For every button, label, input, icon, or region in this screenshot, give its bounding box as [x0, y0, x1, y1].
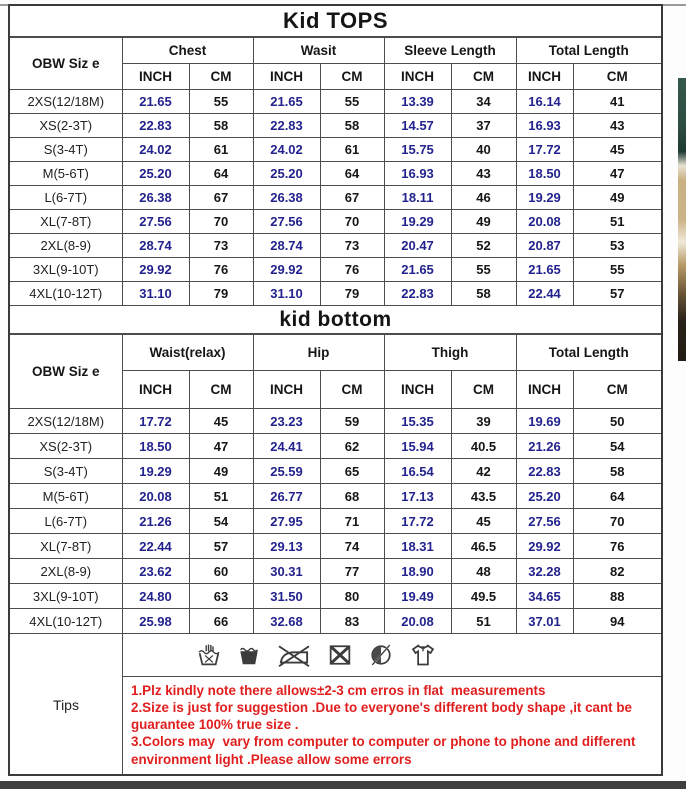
inch-value-cell: 31.10 — [122, 282, 189, 306]
hand-wash-icon — [195, 640, 223, 670]
cm-value-cell: 70 — [573, 509, 661, 534]
cm-value-cell: 42 — [451, 459, 516, 484]
bottom-edge-bar — [0, 781, 686, 789]
cm-value-cell: 79 — [189, 282, 253, 306]
inch-value-cell: 25.59 — [253, 459, 320, 484]
cm-value-cell: 57 — [189, 534, 253, 559]
inch-value-cell: 31.50 — [253, 584, 320, 609]
hip-group-header: Hip — [253, 335, 384, 371]
inch-value-cell: 27.95 — [253, 509, 320, 534]
unit-header-cm: CM — [320, 371, 384, 409]
cm-value-cell: 53 — [573, 234, 661, 258]
cm-value-cell: 47 — [573, 162, 661, 186]
size-column-header: OBW Siz e — [10, 335, 122, 409]
kid-bottom-table — [10, 334, 661, 634]
unit-header-inch: INCH — [384, 64, 451, 90]
cm-value-cell: 45 — [573, 138, 661, 162]
cm-value-cell: 82 — [573, 559, 661, 584]
inch-value-cell: 23.23 — [253, 409, 320, 434]
unit-header-cm: CM — [189, 64, 253, 90]
unit-header-cm: CM — [451, 64, 516, 90]
cm-value-cell: 45 — [451, 509, 516, 534]
table-row — [10, 114, 661, 138]
inch-value-cell: 25.20 — [122, 162, 189, 186]
size-cell: 3XL(9-10T) — [10, 584, 122, 609]
inch-value-cell: 16.54 — [384, 459, 451, 484]
cm-value-cell: 46.5 — [451, 534, 516, 559]
cm-value-cell: 88 — [573, 584, 661, 609]
cm-value-cell: 51 — [451, 609, 516, 634]
cm-value-cell: 60 — [189, 559, 253, 584]
inch-value-cell: 19.29 — [122, 459, 189, 484]
thigh-group-header: Thigh — [384, 335, 516, 371]
cm-value-cell: 43 — [573, 114, 661, 138]
cm-value-cell: 64 — [573, 484, 661, 509]
inch-value-cell: 18.31 — [384, 534, 451, 559]
cm-value-cell: 71 — [320, 509, 384, 534]
cm-value-cell: 70 — [320, 210, 384, 234]
inch-value-cell: 24.02 — [253, 138, 320, 162]
size-chart-frame — [8, 4, 663, 776]
sleeve-length-group-header: Sleeve Length — [384, 38, 516, 64]
machine-wash-icon — [236, 640, 262, 670]
kid-bottom-title: kid bottom — [10, 306, 661, 334]
size-column-header: OBW Siz e — [10, 38, 122, 90]
cm-value-cell: 58 — [189, 114, 253, 138]
inch-value-cell: 29.92 — [122, 258, 189, 282]
inch-value-cell: 20.87 — [516, 234, 573, 258]
inch-value-cell: 22.83 — [253, 114, 320, 138]
table-row — [10, 138, 661, 162]
unit-header-cm: CM — [189, 371, 253, 409]
unit-header-inch: INCH — [253, 64, 320, 90]
cm-value-cell: 54 — [189, 509, 253, 534]
inch-value-cell: 17.72 — [384, 509, 451, 534]
size-cell: M(5-6T) — [10, 484, 122, 509]
inch-value-cell: 31.10 — [253, 282, 320, 306]
size-cell: 4XL(10-12T) — [10, 282, 122, 306]
do-not-tumble-dry-icon — [326, 640, 354, 670]
cm-value-cell: 63 — [189, 584, 253, 609]
adjacent-photo-sliver — [678, 78, 686, 361]
cm-value-cell: 62 — [320, 434, 384, 459]
inch-value-cell: 19.69 — [516, 409, 573, 434]
cm-value-cell: 79 — [320, 282, 384, 306]
inch-value-cell: 32.68 — [253, 609, 320, 634]
cm-value-cell: 58 — [573, 459, 661, 484]
inch-value-cell: 32.28 — [516, 559, 573, 584]
inch-value-cell: 34.65 — [516, 584, 573, 609]
inch-value-cell: 27.56 — [516, 509, 573, 534]
inch-value-cell: 25.20 — [253, 162, 320, 186]
cm-value-cell: 52 — [451, 234, 516, 258]
inch-value-cell: 37.01 — [516, 609, 573, 634]
cm-value-cell: 66 — [189, 609, 253, 634]
table-row — [10, 282, 661, 306]
cm-value-cell: 67 — [320, 186, 384, 210]
size-cell: L(6-7T) — [10, 186, 122, 210]
table-row — [10, 484, 661, 509]
cm-value-cell: 49 — [189, 459, 253, 484]
inch-value-cell: 30.31 — [253, 559, 320, 584]
size-cell: 2XS(12/18M) — [10, 409, 122, 434]
cm-value-cell: 65 — [320, 459, 384, 484]
cm-value-cell: 58 — [451, 282, 516, 306]
total-length-group-header: Total Length — [516, 335, 661, 371]
cm-value-cell: 40 — [451, 138, 516, 162]
t-shirt-icon — [408, 640, 438, 670]
inch-value-cell: 19.29 — [384, 210, 451, 234]
cm-value-cell: 49.5 — [451, 584, 516, 609]
inch-value-cell: 21.26 — [516, 434, 573, 459]
inch-value-cell: 27.56 — [253, 210, 320, 234]
size-cell: XL(7-8T) — [10, 210, 122, 234]
inch-value-cell: 29.92 — [516, 534, 573, 559]
size-cell: XL(7-8T) — [10, 534, 122, 559]
cm-value-cell: 43.5 — [451, 484, 516, 509]
size-cell: 4XL(10-12T) — [10, 609, 122, 634]
inch-value-cell: 22.83 — [384, 282, 451, 306]
cm-value-cell: 73 — [320, 234, 384, 258]
cm-value-cell: 34 — [451, 90, 516, 114]
inch-value-cell: 21.26 — [122, 509, 189, 534]
cm-value-cell: 83 — [320, 609, 384, 634]
do-not-dry-clean-icon — [367, 640, 395, 670]
unit-header-inch: INCH — [122, 371, 189, 409]
size-cell: S(3-4T) — [10, 459, 122, 484]
cm-value-cell: 55 — [451, 258, 516, 282]
inch-value-cell: 27.56 — [122, 210, 189, 234]
cm-value-cell: 41 — [573, 90, 661, 114]
waist-group-header: Wasit — [253, 38, 384, 64]
cm-value-cell: 67 — [189, 186, 253, 210]
inch-value-cell: 17.13 — [384, 484, 451, 509]
tips-note: 3.Colors may vary from computer to computer or phone to phone and different environment light .Please allow some errors — [131, 734, 640, 767]
table-row — [10, 186, 661, 210]
cm-value-cell: 50 — [573, 409, 661, 434]
inch-value-cell: 17.72 — [516, 138, 573, 162]
kid-tops-table — [10, 37, 661, 306]
inch-value-cell: 15.94 — [384, 434, 451, 459]
cm-value-cell: 43 — [451, 162, 516, 186]
cm-value-cell: 64 — [320, 162, 384, 186]
inch-value-cell: 22.44 — [122, 534, 189, 559]
inch-value-cell: 13.39 — [384, 90, 451, 114]
cm-value-cell: 68 — [320, 484, 384, 509]
cm-value-cell: 40.5 — [451, 434, 516, 459]
table-row — [10, 210, 661, 234]
inch-value-cell: 24.41 — [253, 434, 320, 459]
tips-content — [123, 634, 661, 775]
inch-value-cell: 29.13 — [253, 534, 320, 559]
inch-value-cell: 24.80 — [122, 584, 189, 609]
size-cell: 3XL(9-10T) — [10, 258, 122, 282]
table-row — [10, 559, 661, 584]
table-row — [10, 90, 661, 114]
inch-value-cell: 29.92 — [253, 258, 320, 282]
inch-value-cell: 20.08 — [516, 210, 573, 234]
tips-note: 1.Plz kindly note there allows±2-3 cm erros in flat measurements — [131, 683, 546, 698]
inch-value-cell: 20.08 — [122, 484, 189, 509]
cm-value-cell: 54 — [573, 434, 661, 459]
waist-relax-group-header: Waist(relax) — [122, 335, 253, 371]
cm-value-cell: 61 — [189, 138, 253, 162]
inch-value-cell: 25.20 — [516, 484, 573, 509]
table-row — [10, 459, 661, 484]
cm-value-cell: 37 — [451, 114, 516, 138]
cm-value-cell: 46 — [451, 186, 516, 210]
cm-value-cell: 51 — [573, 210, 661, 234]
inch-value-cell: 15.35 — [384, 409, 451, 434]
cm-value-cell: 80 — [320, 584, 384, 609]
size-cell: 2XL(8-9) — [10, 234, 122, 258]
cm-value-cell: 70 — [189, 210, 253, 234]
cm-value-cell: 55 — [320, 90, 384, 114]
size-cell: L(6-7T) — [10, 509, 122, 534]
table-row — [10, 258, 661, 282]
unit-header-cm: CM — [320, 64, 384, 90]
inch-value-cell: 24.02 — [122, 138, 189, 162]
cm-value-cell: 49 — [451, 210, 516, 234]
unit-header-inch: INCH — [122, 64, 189, 90]
inch-value-cell: 19.29 — [516, 186, 573, 210]
unit-header-inch: INCH — [516, 64, 573, 90]
table-row — [10, 534, 661, 559]
size-cell: S(3-4T) — [10, 138, 122, 162]
cm-value-cell: 57 — [573, 282, 661, 306]
inch-value-cell: 21.65 — [516, 258, 573, 282]
unit-header-cm: CM — [451, 371, 516, 409]
cm-value-cell: 94 — [573, 609, 661, 634]
cm-value-cell: 73 — [189, 234, 253, 258]
inch-value-cell: 16.93 — [384, 162, 451, 186]
inch-value-cell: 18.11 — [384, 186, 451, 210]
inch-value-cell: 16.93 — [516, 114, 573, 138]
kid-tops-title: Kid TOPS — [10, 6, 661, 37]
unit-header-inch: INCH — [516, 371, 573, 409]
inch-value-cell: 22.44 — [516, 282, 573, 306]
tips-label: Tips — [10, 634, 123, 775]
cm-value-cell: 58 — [320, 114, 384, 138]
inch-value-cell: 25.98 — [122, 609, 189, 634]
inch-value-cell: 20.08 — [384, 609, 451, 634]
cm-value-cell: 64 — [189, 162, 253, 186]
tips-notes — [123, 677, 661, 775]
cm-value-cell: 77 — [320, 559, 384, 584]
cm-value-cell: 39 — [451, 409, 516, 434]
cm-value-cell: 59 — [320, 409, 384, 434]
cm-value-cell: 48 — [451, 559, 516, 584]
inch-value-cell: 28.74 — [122, 234, 189, 258]
inch-value-cell: 22.83 — [516, 459, 573, 484]
cm-value-cell: 74 — [320, 534, 384, 559]
size-cell: XS(2-3T) — [10, 114, 122, 138]
cm-value-cell: 49 — [573, 186, 661, 210]
inch-value-cell: 14.57 — [384, 114, 451, 138]
table-row — [10, 434, 661, 459]
cm-value-cell: 55 — [189, 90, 253, 114]
cm-value-cell: 55 — [573, 258, 661, 282]
size-cell: 2XS(12/18M) — [10, 90, 122, 114]
inch-value-cell: 22.83 — [122, 114, 189, 138]
care-icons-row — [123, 634, 661, 677]
table-row — [10, 409, 661, 434]
unit-header-cm: CM — [573, 64, 661, 90]
cm-value-cell: 45 — [189, 409, 253, 434]
inch-value-cell: 28.74 — [253, 234, 320, 258]
unit-header-cm: CM — [573, 371, 661, 409]
cm-value-cell: 76 — [573, 534, 661, 559]
inch-value-cell: 21.65 — [253, 90, 320, 114]
table-row — [10, 509, 661, 534]
unit-header-inch: INCH — [384, 371, 451, 409]
table-row — [10, 162, 661, 186]
inch-value-cell: 26.77 — [253, 484, 320, 509]
inch-value-cell: 15.75 — [384, 138, 451, 162]
do-not-iron-icon — [275, 640, 313, 670]
inch-value-cell: 18.50 — [516, 162, 573, 186]
chest-group-header: Chest — [122, 38, 253, 64]
cm-value-cell: 47 — [189, 434, 253, 459]
inch-value-cell: 16.14 — [516, 90, 573, 114]
inch-value-cell: 19.49 — [384, 584, 451, 609]
tips-note: 2.Size is just for suggestion .Due to everyone's different body shape ,it cant be guarantee 100% true size . — [131, 700, 636, 733]
size-cell: XS(2-3T) — [10, 434, 122, 459]
tips-section — [10, 634, 661, 775]
cm-value-cell: 76 — [189, 258, 253, 282]
inch-value-cell: 20.47 — [384, 234, 451, 258]
table-row — [10, 234, 661, 258]
inch-value-cell: 21.65 — [122, 90, 189, 114]
table-row — [10, 584, 661, 609]
inch-value-cell: 18.50 — [122, 434, 189, 459]
inch-value-cell: 17.72 — [122, 409, 189, 434]
inch-value-cell: 21.65 — [384, 258, 451, 282]
inch-value-cell: 18.90 — [384, 559, 451, 584]
inch-value-cell: 23.62 — [122, 559, 189, 584]
cm-value-cell: 61 — [320, 138, 384, 162]
inch-value-cell: 26.38 — [253, 186, 320, 210]
unit-header-inch: INCH — [253, 371, 320, 409]
size-cell: 2XL(8-9) — [10, 559, 122, 584]
total-length-group-header: Total Length — [516, 38, 661, 64]
size-cell: M(5-6T) — [10, 162, 122, 186]
inch-value-cell: 26.38 — [122, 186, 189, 210]
cm-value-cell: 51 — [189, 484, 253, 509]
cm-value-cell: 76 — [320, 258, 384, 282]
table-row — [10, 609, 661, 634]
